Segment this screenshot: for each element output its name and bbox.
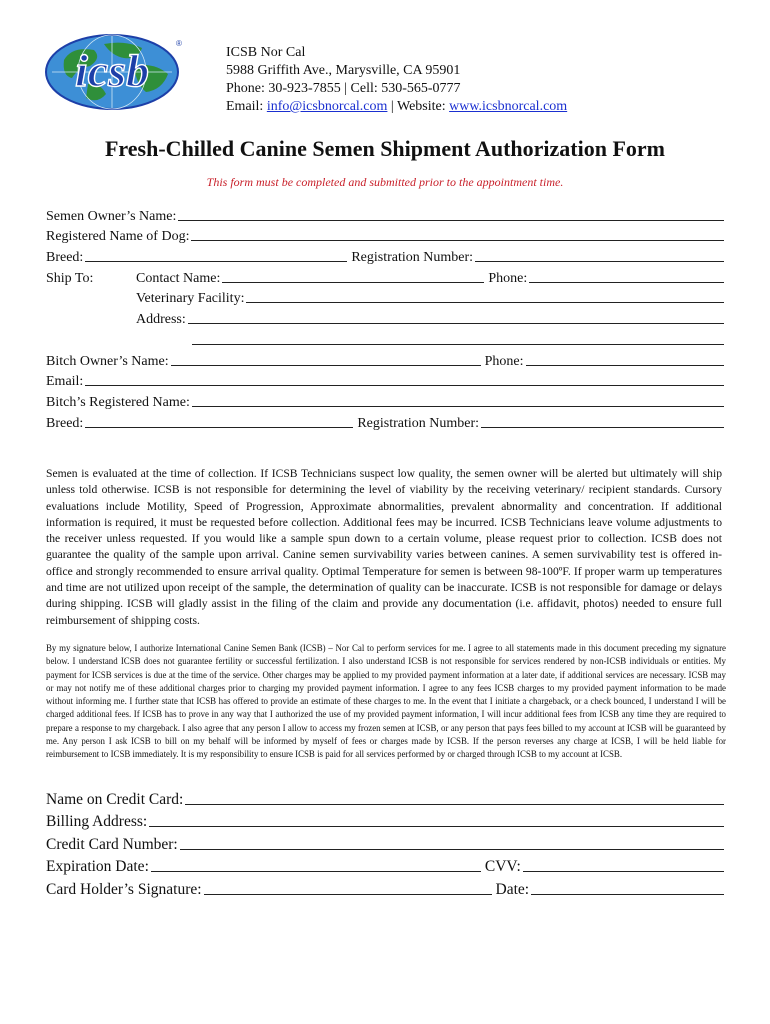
- breed-field[interactable]: [85, 260, 347, 262]
- website-label: | Website:: [390, 99, 446, 114]
- vet-facility-row: [46, 287, 726, 308]
- card-number-row: [46, 831, 726, 854]
- org-address: 5988 Griffith Ave., Marysville, CA 95901: [226, 63, 461, 78]
- vet-facility-field[interactable]: [246, 301, 724, 303]
- signature-field[interactable]: [204, 893, 492, 895]
- page-title: Fresh-Chilled Canine Semen Shipment Authorization Form: [104, 136, 665, 161]
- billing-address-label: Billing Address:: [46, 813, 148, 830]
- website-link[interactable]: www.icsbnorcal.com: [449, 99, 568, 114]
- ship-to-label: Ship To:: [46, 270, 94, 286]
- breed-row: [46, 245, 726, 266]
- org-phone: Phone: 30-923-7855 | Cell: 530-565-0777: [226, 81, 461, 96]
- registered-name-label: Registered Name of Dog:: [46, 229, 190, 245]
- email-field[interactable]: [85, 384, 724, 386]
- expiration-row: [46, 854, 726, 877]
- authorization-paragraph: By my signature below, I authorize International Canine Semen Bank (ICSB) – Nor Cal to perform services for me. I agree to all statements made in this document preceding my signature below. I understand ICSB does not guarantee fertility or successful fertilization. I also understand ICSB is not responsible for services rendered by non-ICSB individuals or entities. My payment for ICSB services is due at the time of the service. Other charges may be applied to my provided payment information at a later date, if additional services are necessary. ICSB may or may not notify me of these additional charges prior to charging my provided payment information. I agree to any fees ICSB charges to my provided payment information to be made without informing me. I further state that ICSB has offered to provide an estimate of these charges to me. In the event that I initiate a chargeback, or a check bounced, I understand I will be charged additional fees. If ICSB has to prove in any way that I authorized the use of my provided payment information, I will incur additional fees from ICSB any time they are required to prepare a response to my chargeback. I also agree that any person I allow to access my frozen semen at ICSB, or any person that pays fees billed to my account at ICSB will be guaranteed by me. Any person I ask ICSB to bill on my behalf will be informed by myself of fees or charges made by ICSB. If the person reverses any charge at ICSB, I will be held liable for reimbursement to ICSB immediately. It is my responsibility to ensure ICSB is paid for all services performed by or charged through ICSB to my account at ICSB.: [46, 643, 726, 760]
- bitch-phone-label: Phone:: [484, 353, 524, 369]
- address-field[interactable]: [188, 322, 724, 324]
- expiration-field[interactable]: [151, 870, 481, 872]
- expiration-label: Expiration Date:: [46, 858, 149, 875]
- breed-label: Breed:: [46, 250, 84, 266]
- cvv-field[interactable]: [523, 870, 724, 872]
- billing-address-row: [46, 809, 726, 832]
- bitch-owner-field[interactable]: [171, 364, 481, 366]
- phone-label: Phone:: [488, 270, 528, 286]
- address-label: Address:: [136, 312, 186, 328]
- signature-row: [46, 876, 726, 899]
- email-field-label: Email:: [46, 374, 84, 390]
- semen-owner-field[interactable]: [178, 219, 724, 221]
- bitch-registered-label: Bitch’s Registered Name:: [46, 394, 190, 410]
- phone-field[interactable]: [529, 281, 724, 283]
- address-row: [46, 307, 726, 328]
- semen-owner-row: [46, 204, 726, 225]
- card-number-label: Credit Card Number:: [46, 835, 178, 853]
- vet-facility-label: Veterinary Facility:: [136, 291, 245, 307]
- bitch-phone-field[interactable]: [526, 364, 725, 366]
- bitch-registered-row: [46, 390, 726, 411]
- cvv-label: CVV:: [484, 858, 521, 875]
- registration-number-label: Registration Number:: [351, 250, 474, 266]
- address-row-2: [46, 328, 726, 349]
- icsb-logo: [42, 32, 182, 112]
- billing-address-field[interactable]: [149, 825, 724, 827]
- logo-text: icsb: [74, 45, 150, 96]
- address-field-2[interactable]: [192, 343, 724, 345]
- bitch-owner-row: [46, 349, 726, 370]
- registered-name-field[interactable]: [191, 239, 724, 241]
- contact-block: [226, 44, 567, 116]
- evaluation-paragraph: Semen is evaluated at the time of collection. If ICSB Technicians suspect low quality, the semen owner will be alerted but ultimately will ship unless told otherwise. ICSB is not responsible for determining the level of viability by the receiving veterinary/ recipient standards. Cursory evaluations include Motility, Speed of Progression, Approximate abnormalities, prevalent abnormality and concentration. If additional information is required, it must be requested before collection. Additional fees may be incurred. ICSB Technicians leave volume adjustments to the receiver unless requested. If you would like a sample spun down to a certain volume, please request prior to collection. ICSB does not guarantee the quality of the sample upon arrival. Canine semen survivability varies between canines. A semen survivability test is offered in-office and strongly recommended to ensure arrival quality. Optimal Temperature for semen is between 98-100ºF. If proper warm up temperatures and time are not utilized upon receipt of the sample, the determination of quality can be inaccurate. ICSB is not responsible for damage or delays during shipping. ICSB will gladly assist in the filing of the claim and provide any documentation (i.e. affidavit, photos) needed to ensure full reimbursement of shipping costs.: [46, 467, 722, 627]
- contact-name-label: Contact Name:: [136, 270, 221, 286]
- card-name-field[interactable]: [185, 803, 724, 805]
- card-name-label: Name on Credit Card:: [46, 790, 184, 808]
- org-name: ICSB Nor Cal: [226, 45, 306, 60]
- bitch-breed-row: [46, 411, 726, 432]
- bitch-registration-label: Registration Number:: [357, 415, 480, 431]
- bitch-registration-field[interactable]: [481, 426, 724, 428]
- card-number-field[interactable]: [180, 848, 724, 850]
- bitch-breed-field[interactable]: [85, 426, 353, 428]
- bitch-breed-label: Breed:: [46, 415, 84, 431]
- semen-owner-label: Semen Owner’s Name:: [46, 208, 177, 224]
- signature-label: Card Holder’s Signature:: [46, 880, 202, 898]
- email-row: [46, 370, 726, 391]
- shipment-fields: [46, 204, 726, 432]
- payment-fields: [46, 786, 726, 899]
- page-subtitle: This form must be completed and submitted prior to the appointment time.: [206, 175, 564, 189]
- registered-name-row: [46, 225, 726, 246]
- email-link[interactable]: info@icsbnorcal.com: [266, 99, 388, 114]
- svg-text:®: ®: [176, 39, 182, 48]
- registration-number-field[interactable]: [475, 260, 724, 262]
- date-label: Date:: [495, 880, 530, 898]
- contact-name-field[interactable]: [222, 281, 484, 283]
- contact-name-row: [46, 266, 726, 287]
- org-email-line: [226, 98, 567, 116]
- card-name-row: [46, 786, 726, 809]
- bitch-registered-field[interactable]: [192, 405, 724, 407]
- bitch-owner-label: Bitch Owner’s Name:: [46, 353, 169, 369]
- date-field[interactable]: [531, 893, 724, 895]
- email-label: Email:: [226, 99, 264, 114]
